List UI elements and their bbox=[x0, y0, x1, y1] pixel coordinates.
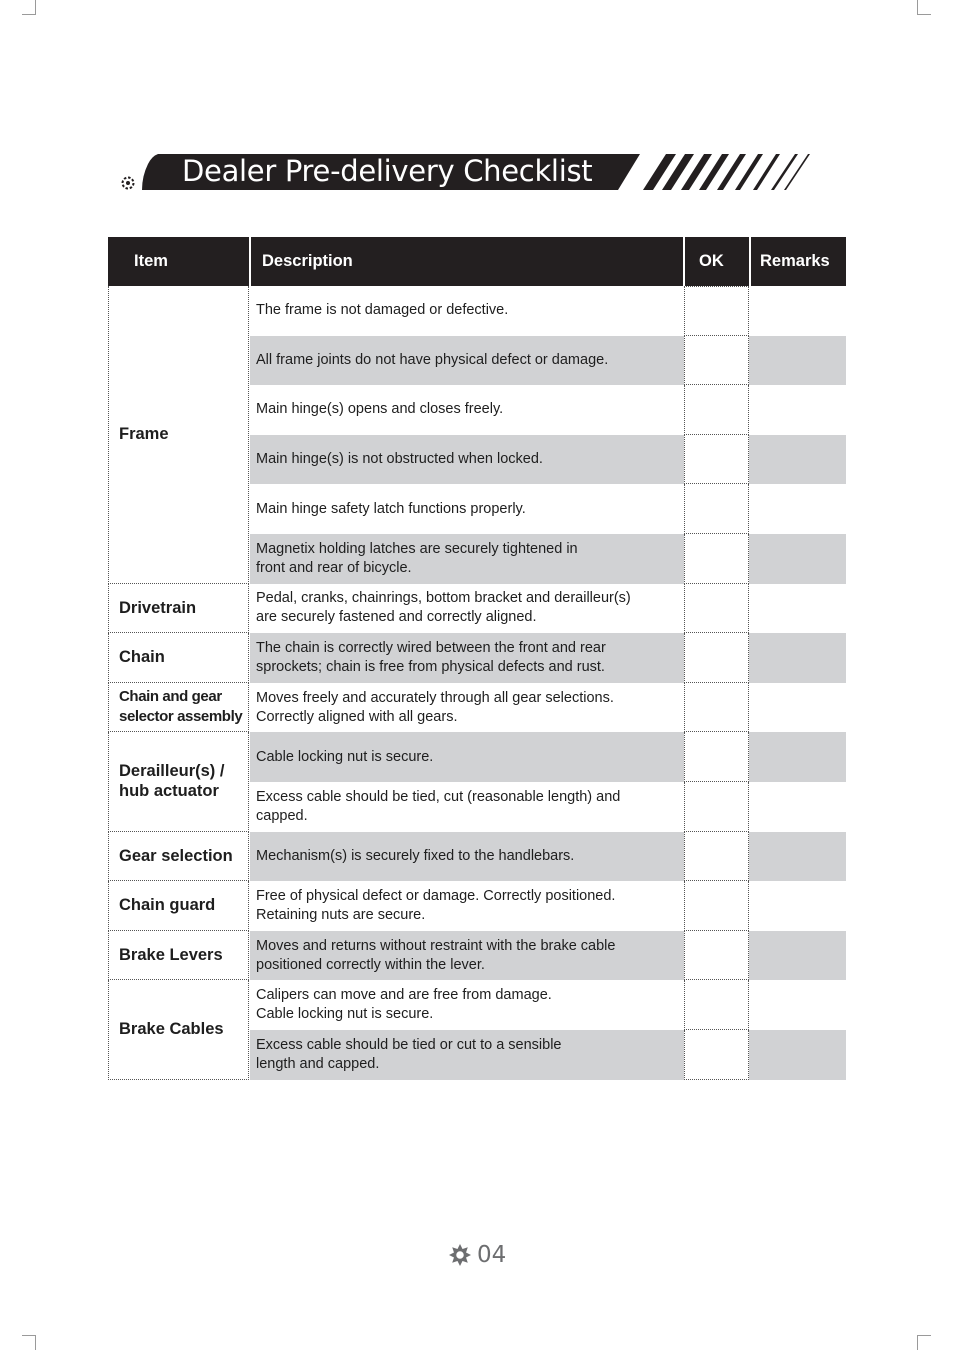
description-text: Magnetix holding latches are securely tightened in front and rear of bicycle. bbox=[256, 540, 578, 576]
crop-mark bbox=[917, 1335, 931, 1336]
ok-checkbox[interactable] bbox=[684, 931, 749, 981]
crop-mark bbox=[22, 14, 36, 15]
description-text: Excess cable should be tied, cut (reasonable length) and capped. bbox=[256, 788, 621, 824]
crop-mark bbox=[35, 1335, 36, 1350]
description-text: Moves freely and accurately through all gear selections. Correctly aligned with all gears. bbox=[256, 689, 614, 725]
item-cell bbox=[108, 980, 249, 1079]
crop-mark bbox=[917, 1335, 918, 1350]
ok-checkbox[interactable] bbox=[684, 534, 749, 584]
description-text: All frame joints do not have physical defect or damage. bbox=[256, 351, 609, 368]
ok-checkbox[interactable] bbox=[684, 286, 749, 336]
title-banner bbox=[120, 152, 820, 192]
description-text: Main hinge safety latch functions properly. bbox=[256, 500, 526, 517]
brand-logo-icon bbox=[123, 178, 134, 189]
item-cell bbox=[108, 732, 249, 831]
header-remarks-label: Remarks bbox=[760, 252, 830, 270]
ok-checkbox[interactable] bbox=[684, 732, 749, 782]
item-cell bbox=[108, 683, 249, 733]
item-cell bbox=[108, 881, 249, 931]
item-label: Gear selection bbox=[119, 846, 233, 865]
ok-checkbox[interactable] bbox=[684, 683, 749, 733]
ok-checkbox[interactable] bbox=[684, 881, 749, 931]
description-cell bbox=[256, 286, 676, 336]
description-text: Calipers can move and are free from damage. Cable locking nut is secure. bbox=[256, 987, 552, 1023]
description-text: Free of physical defect or damage. Correctly positioned. Retaining nuts are secure. bbox=[256, 887, 616, 923]
ok-checkbox[interactable] bbox=[684, 832, 749, 882]
description-cell bbox=[256, 683, 676, 733]
item-label: Brake Levers bbox=[119, 946, 223, 965]
item-cell bbox=[108, 832, 249, 882]
ok-checkbox[interactable] bbox=[684, 336, 749, 386]
page-title: Dealer Pre-delivery Checklist bbox=[182, 154, 593, 188]
description-cell bbox=[256, 931, 676, 981]
page-number-text: 04 bbox=[477, 1242, 507, 1268]
item-label: Chain and gear selector assembly bbox=[119, 688, 243, 726]
ok-checkbox[interactable] bbox=[684, 385, 749, 435]
ok-checkbox[interactable] bbox=[684, 980, 749, 1030]
header-remarks bbox=[751, 237, 846, 286]
ok-checkbox[interactable] bbox=[684, 1030, 749, 1080]
ok-checkbox[interactable] bbox=[684, 435, 749, 485]
description-cell bbox=[256, 732, 676, 782]
description-cell bbox=[256, 534, 676, 584]
description-cell bbox=[256, 584, 676, 634]
description-cell bbox=[256, 484, 676, 534]
description-cell bbox=[256, 881, 676, 931]
item-cell bbox=[108, 584, 249, 634]
description-cell bbox=[256, 782, 676, 832]
item-label: Drivetrain bbox=[119, 598, 197, 617]
header-ok-label: OK bbox=[699, 252, 724, 270]
description-cell bbox=[256, 633, 676, 683]
ok-checkbox[interactable] bbox=[684, 782, 749, 832]
item-label: Frame bbox=[119, 425, 169, 444]
description-cell bbox=[256, 336, 676, 386]
item-label: Chain bbox=[119, 648, 165, 667]
description-cell bbox=[256, 1030, 676, 1080]
item-label: Derailleur(s) / hub actuator bbox=[119, 762, 225, 801]
description-text: Pedal, cranks, chainrings, bottom bracket and derailleur(s) are securely fastened and correctly aligned. bbox=[256, 590, 631, 626]
description-cell bbox=[256, 980, 676, 1030]
crop-mark bbox=[22, 1335, 36, 1336]
item-label: Chain guard bbox=[119, 896, 216, 915]
description-text: Main hinge(s) opens and closes freely. bbox=[256, 401, 504, 418]
description-text: The chain is correctly wired between the front and rear sprockets; chain is free from physical defects and rust. bbox=[256, 639, 606, 675]
item-label: Brake Cables bbox=[119, 1020, 224, 1039]
description-text: Cable locking nut is secure. bbox=[256, 748, 434, 765]
header-description bbox=[251, 237, 683, 286]
ok-checkbox[interactable] bbox=[684, 633, 749, 683]
ok-checkbox[interactable] bbox=[684, 484, 749, 534]
description-text: Excess cable should be tied or cut to a sensible length and capped. bbox=[256, 1036, 562, 1072]
description-text: Mechanism(s) is securely fixed to the handlebars. bbox=[256, 847, 575, 864]
header-description-label: Description bbox=[262, 252, 353, 270]
page-number bbox=[447, 1242, 506, 1268]
header-ok bbox=[685, 237, 749, 286]
crop-mark bbox=[917, 0, 918, 14]
description-text: Moves and returns without restraint with the brake cable positioned correctly within the lever. bbox=[256, 937, 616, 973]
crop-mark bbox=[35, 0, 36, 14]
item-cell bbox=[108, 633, 249, 683]
crop-mark bbox=[917, 14, 931, 15]
item-cell bbox=[108, 286, 249, 584]
description-text: Main hinge(s) is not obstructed when locked. bbox=[256, 451, 543, 468]
ok-checkbox[interactable] bbox=[684, 584, 749, 634]
description-cell bbox=[256, 832, 676, 882]
header-item-label: Item bbox=[134, 252, 168, 270]
checklist-table bbox=[108, 237, 846, 1080]
description-cell bbox=[256, 435, 676, 485]
item-cell bbox=[108, 931, 249, 981]
gear-logo-icon bbox=[447, 1242, 473, 1268]
description-cell bbox=[256, 385, 676, 435]
header-item bbox=[108, 237, 249, 286]
description-text: The frame is not damaged or defective. bbox=[256, 302, 509, 319]
